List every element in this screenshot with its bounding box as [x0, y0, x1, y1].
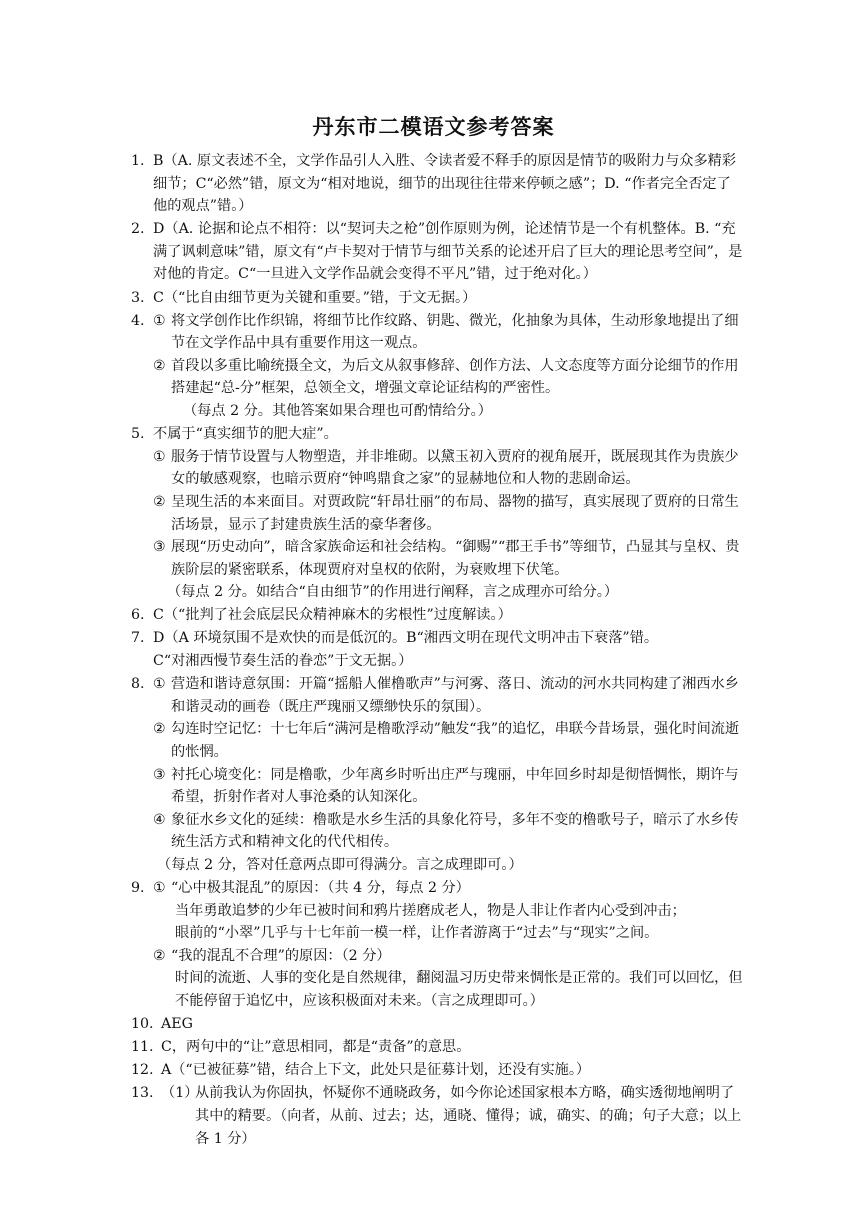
sub-point [153, 945, 743, 968]
item-number: 12. [131, 1062, 154, 1079]
sub-point-text: 首段以多重比喻统摄全文，为后文从叙事修辞、创作方法、人文态度等方面分论细节的作用搭建起“总-分”框架，总领全文，增强文章论证结构的严密性。 [171, 357, 739, 397]
sub-part-label: （1） [161, 1085, 199, 1102]
sub-point [153, 355, 743, 400]
sub-point-marker: ① [153, 880, 166, 896]
scoring-note: （每点 2 分，答对任意两点即可得满分。言之成理即可。） [157, 856, 523, 873]
item-number: 11. [131, 1039, 154, 1056]
answer-text-continued: C“对湘西慢节奏生活的眷恋”于文无据。） [153, 653, 413, 670]
sub-point-marker: ① [153, 312, 166, 329]
reason-line: 当年勇敢追梦的少年已被时间和鸦片搓磨成老人，物是人非让作者内心受到冲击； [175, 902, 686, 919]
answer-text: C（“批判了社会底层民众精神麻木的劣根性”过度解读。） [153, 607, 512, 624]
answer-text: AEG [161, 1016, 193, 1033]
item-number: 2. [131, 221, 145, 238]
item-number: 7. [131, 630, 145, 647]
sub-point [153, 764, 743, 809]
answer-item-10 [131, 1013, 743, 1036]
answer-item-13 [131, 1082, 743, 1150]
sub-point-marker: ④ [153, 811, 166, 828]
answer-item-7 [131, 627, 743, 672]
item-number: 1. [131, 153, 145, 169]
sub-point-text: 呈现生活的本来面目。对贾政院“轩昂壮丽”的布局、器物的描写，真实展现了贾府的日常生活场景，显示了封建贵族生活的豪华奢侈。 [171, 493, 739, 533]
sub-point-text: 展现“历史动向”，暗含家族命运和社会结构。“御赐”“郡王手书”等细节，凸显其与皇权、贵族阶层的紧密联系，体现贾府对皇权的依附，为衰败埋下伏笔。 [171, 539, 740, 578]
item-number: 3. [131, 289, 145, 306]
answer-item-12 [131, 1059, 743, 1082]
item-number: 13. [131, 1085, 154, 1102]
answer-text: C，两句中的“让”意思相同，都是“责备”的意思。 [161, 1039, 471, 1056]
answer-item-9 [131, 877, 743, 1013]
answer-list [131, 150, 743, 1151]
scoring-note: （每点 2 分。如结合“自由细节”的作用进行阐释，言之成理亦可给分。） [167, 584, 619, 601]
sub-point-text: 象征水乡文化的延续：橹歌是水乡生活的具象化符号，多年不变的橹歌号子，暗示了水乡传统生活方式和精神文化的代代相传。 [171, 811, 739, 851]
sub-point [153, 718, 743, 763]
sub-point-text: 营造和谐诗意氛围：开篇“摇船人催橹歌声”与河雾、落日、流动的河水共同构建了湘西水乡和谐灵动的画卷（既庄严瑰丽又缥缈快乐的氛围）。 [171, 676, 739, 715]
answer-text: D（A. 论据和论点不相符：以“契诃夫之枪”创作原则为例，论述情节是一个有机整体。B. “充满了讽刺意味”错，原文有“卢卡契对于情节与细节关系的论述开启了巨大的理论思考空间”，是对他的肯定。C“一旦进入文学作品就会变得不平凡”错，过于绝对化。） [153, 221, 743, 283]
scoring-note: （每点 2 分。其他答案如果合理也可酌情给分。） [183, 403, 492, 420]
sub-part [161, 1082, 743, 1150]
sub-point [153, 310, 743, 355]
item-number: 10. [131, 1016, 154, 1033]
sub-point-heading: “我的混乱不合理”的原因：（2 分） [171, 947, 391, 964]
answer-item-11 [131, 1036, 743, 1059]
answer-item-6 [131, 604, 743, 627]
answer-lead: 不属于“真实细节的肥大症”。 [153, 426, 338, 443]
answer-item-4 [131, 310, 743, 423]
sub-point-marker: ② [153, 493, 166, 510]
answer-text: B（A. 原文表述不全，文学作品引人入胜、令读者爱不释手的原因是情节的吸附力与众多精彩细节；C“必然”错，原文为“相对地说，细节的出现往往带来停顿之感”；D. “作者完全否定了他的观点”错。） [153, 153, 737, 215]
sub-point [153, 673, 743, 718]
sub-point-text: 衬托心境变化：同是橹歌，少年离乡时听出庄严与瑰丽，中年回乡时却是彻悟惆怅，期许与希望，折射作者对人事沧桑的认知深化。 [171, 766, 739, 806]
sub-point [153, 446, 743, 491]
item-number: 4. [131, 312, 145, 329]
sub-point-marker: ② [153, 947, 166, 964]
reason-line: 眼前的“小翠”几乎与十七年前一模一样，让作者游离于“过去”与“现实”之间。 [175, 925, 659, 942]
sub-point [153, 809, 743, 854]
item-number: 5. [131, 426, 145, 443]
sub-part-text: 从前我认为你固执，怀疑你不通晓政务，如今你论述国家根本方略，确实透彻地阐明了其中的精要。（向者，从前、过去；达，通晓、懂得；诚，确实、的确；句子大意；以上各 1 分） [195, 1085, 742, 1147]
sub-point-marker: ② [153, 721, 166, 738]
sub-point [153, 491, 743, 536]
sub-point-text: 勾连时空记忆：十七年后“满河是橹歌浮动”触发“我”的追忆，串联今昔场景，强化时间流逝的怅惘。 [171, 721, 740, 760]
sub-point-heading: “心中极其混乱”的原因：（共 4 分，每点 2 分） [171, 880, 470, 896]
answer-item-3 [131, 287, 743, 310]
sub-point-marker: ① [153, 448, 166, 465]
sub-point-marker: ③ [153, 766, 166, 783]
answer-item-8 [131, 673, 743, 876]
reason-line: 时间的流逝、人事的变化是自然规律，翻阅温习历史带来惆怅是正常的。我们可以回忆，但不能停留于追忆中，应该积极面对未来。（言之成理即可。） [175, 970, 743, 1009]
answer-text: D（A 环境氛围不是欢快的而是低沉的。B“湘西文明在现代文明冲击下衰落”错。 [153, 630, 659, 647]
answer-item-5 [131, 423, 743, 604]
sub-point-text: 将文学创作比作织锦，将细节比作纹路、钥匙、微光，化抽象为具体，生动形象地提出了细节在文学作品中具有重要作用这一观点。 [171, 312, 739, 352]
answer-text: A（“已被征募”错，结合上下文，此处只是征募计划，还没有实施。） [161, 1062, 591, 1079]
answer-item-1 [131, 150, 743, 218]
page-title: 丹东市二模语文参考答案 [312, 115, 555, 139]
item-number: 6. [131, 607, 145, 624]
sub-point [153, 536, 743, 581]
sub-point-text: 服务于情节设置与人物塑造，并非堆砌。以黛玉初入贾府的视角展开，既展现其作为贵族少女的敏感观察，也暗示贾府“钟鸣鼎食之家”的显赫地位和人物的悲剧命运。 [171, 448, 739, 488]
item-number: 9. [131, 880, 145, 896]
item-number: 8. [131, 676, 145, 693]
sub-point-marker: ② [153, 357, 166, 374]
sub-point-marker: ③ [153, 539, 166, 556]
answer-text: C（“比自由细节更为关键和重要。”错，于文无据。） [153, 289, 477, 306]
answer-item-2 [131, 218, 743, 286]
sub-point-marker: ① [153, 676, 166, 693]
sub-point [153, 877, 743, 900]
